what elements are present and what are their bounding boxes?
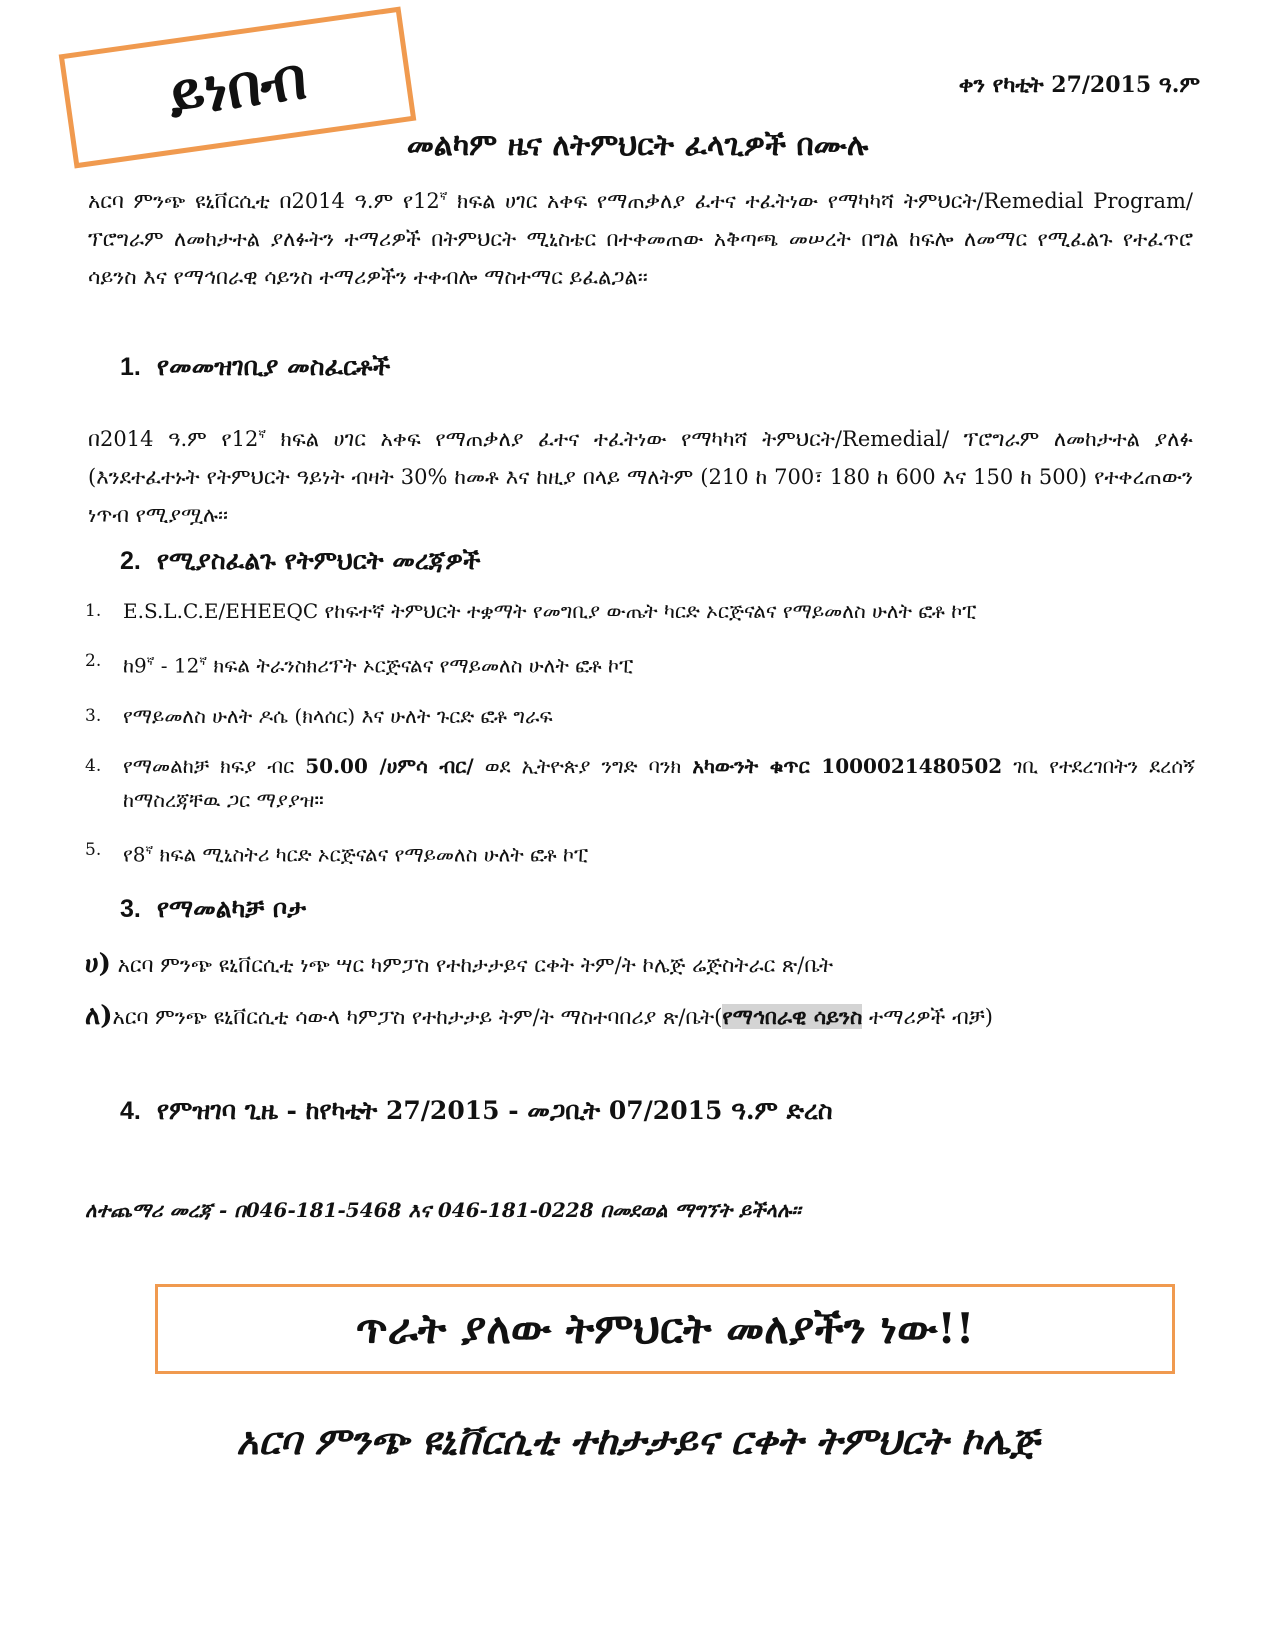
place-b-letter: ለ) <box>85 1001 113 1031</box>
list-item-text: ክፍል ትራንስክሪፕት ኦርጅናልና የማይመለስ ሁለት ፎቶ ኮፒ <box>206 653 634 678</box>
list-item-text: - 12 <box>154 653 200 678</box>
requirements-paragraph <box>88 420 1193 534</box>
list-item-index: 5. <box>85 839 102 860</box>
place-b-text: አርባ ምንጭ ዩኒቨርሲቲ ሳውላ ካምፓስ የተከታታይ ትም/ት ማስተባበሪያ ጽ/ቤት( <box>112 1005 723 1029</box>
section-1-heading <box>120 352 390 382</box>
list-item-index: 4. <box>85 755 102 776</box>
list-item-superscript: ኛ <box>145 842 154 857</box>
slogan-text: ጥራት ያለው ትምህርት መለያችን ነው!! <box>355 1304 975 1353</box>
place-b-highlight: የማኅበራዊ ሳይንስ <box>722 1004 863 1029</box>
place-b-text-end: ተማሪዎች ብቻ) <box>862 1005 993 1029</box>
section-2-number: 2. <box>120 547 141 575</box>
list-item-text: E.S.L.C.E/EHEEQC የከፍተኛ ትምህርት ተቋማት የመግቢያ ውጤት ካርድ ኦርጅናልና የማይመለስ ሁለት ፎቶ ኮፒ <box>123 599 977 623</box>
account-number: አካውንት ቁጥር 1000021480502 <box>692 753 1003 778</box>
list-item <box>85 749 1195 817</box>
list-item <box>85 644 1195 683</box>
place-a-text: አርባ ምንጭ ዩኒቨርሲቲ ነጭ ሣር ካምፓስ የተከታታይና ርቀት ትም/ት ኮሌጅ ሬጅስትራር ጽ/ቤት <box>110 953 834 977</box>
intro-superscript: ኛ <box>439 189 448 203</box>
list-item-text: ገቢ የተደረገበትን ደረሰኝ ከማስረጃቸዉ ጋር ማያያዝ። <box>123 753 1195 812</box>
contact-info: ለተጨማሪ መረጃ - በ046-181-5468 እና 046-181-0228 በመደወል ማግኘት ይችላሉ፡፡ <box>85 1198 801 1222</box>
intro-text-2: ክፍል ሀገር አቀፍ የማጠቃለያ ፈተና ተፈትነው የማካካሻ ትምህርት/Remedial Program/ ፕሮግራም ለመከታተል ያለፉትን ተማሪዎች በትምህርት ሚኒስቴር በተቀመጠው አቅጣጫ መሠረት በግል ከፍሎ ለመማር የሚፈልጉ የተፈጥሮ ሳይንስ እና የማኅበራዊ ሳይንስ ተማሪዎችን ተቀብሎ ማስተማር ይፈልጋል፡፡ <box>88 189 1194 289</box>
stamp-text: ይነበብ <box>164 43 311 131</box>
list-item-text: ወደ ኢትዮጵያ ንግድ ባንክ <box>473 753 693 778</box>
list-item <box>85 699 1195 733</box>
requirements-text-1: በ2014 ዓ.ም የ12 <box>88 427 259 451</box>
documents-list <box>85 594 1195 871</box>
list-item-index: 3. <box>85 705 102 726</box>
place-b <box>85 994 1195 1039</box>
list-item <box>85 833 1195 872</box>
list-item-text: የማይመለስ ሁለት ዶሴ (ክላሰር) እና ሁለት ጉርድ ፎቶ ግራፍ <box>123 703 553 728</box>
requirements-superscript: ኛ <box>258 427 266 441</box>
section-4-title: የምዝገባ ጊዜ - ከየካቲት 27/2015 - መጋቢት 07/2015 ዓ.ም ድረስ <box>156 1096 833 1125</box>
page-title: መልካም ዜና ለትምህርት ፈላጊዎች በሙሉ <box>406 128 869 163</box>
list-item-index: 1. <box>85 601 102 621</box>
place-a-letter: ሀ) <box>85 949 111 979</box>
list-item-text: ከ9 <box>123 653 147 678</box>
slogan-box <box>155 1284 1175 1374</box>
place-a <box>85 942 1195 987</box>
notice-date: ቀን የካቲት 27/2015 ዓ.ም <box>958 72 1200 98</box>
intro-paragraph <box>88 182 1193 296</box>
list-item-text: የማመልከቻ ክፍያ ብር <box>123 753 306 778</box>
section-2-title: የሚያስፈልጉ የትምህርት መረጃዎች <box>156 546 481 575</box>
list-item <box>85 594 1195 628</box>
section-4-heading <box>120 1096 833 1126</box>
fee-amount: 50.00 /ሀምሳ ብር/ <box>305 753 474 778</box>
section-3-number: 3. <box>120 895 141 923</box>
section-2-heading <box>120 546 481 576</box>
requirements-text-2: ክፍል ሀገር አቀፍ የማጠቃለያ ፈተና ተፈትነው የማካካሻ ትምህርት/Remedial/ ፕሮግራም ለመከታተል ያለፉ (እንደተፈተኑት የትምህርት ዓይነት ብዛት 30% ከመቶ እና ከዚያ በላይ ማለትም (210 ከ 700፣ 180 ከ 600 እና 150 ከ 500) የተቀረጠውን ነጥብ የሚያሟሉ፡፡ <box>88 427 1193 527</box>
section-3-title: የማመልካቻ ቦታ <box>156 894 306 923</box>
list-item-index: 2. <box>85 651 102 671</box>
intro-text-1: አርባ ምንጭ ዩኒቨርሲቲ በ2014 ዓ.ም የ12 <box>88 189 440 213</box>
section-3-heading <box>120 894 306 924</box>
list-item-text: ክፍል ሚኒስትሪ ካርድ ኦርጅናልና የማይመለስ ሁለት ፎቶ ኮፒ <box>153 842 589 867</box>
section-1-number: 1. <box>120 353 141 381</box>
list-item-text: የ8 <box>123 842 146 867</box>
section-1-title: የመመዝገቢያ መስፈርቶች <box>156 352 391 381</box>
section-4-number: 4. <box>120 1097 141 1125</box>
list-item-superscript: ኛ <box>146 654 155 668</box>
list-item-superscript: ኛ <box>199 654 207 668</box>
footer-college-name: አርባ ምንጭ ዩኒቨርሲቲ ተከታታይና ርቀት ትምህርት ኮሌጅ <box>236 1418 1039 1463</box>
